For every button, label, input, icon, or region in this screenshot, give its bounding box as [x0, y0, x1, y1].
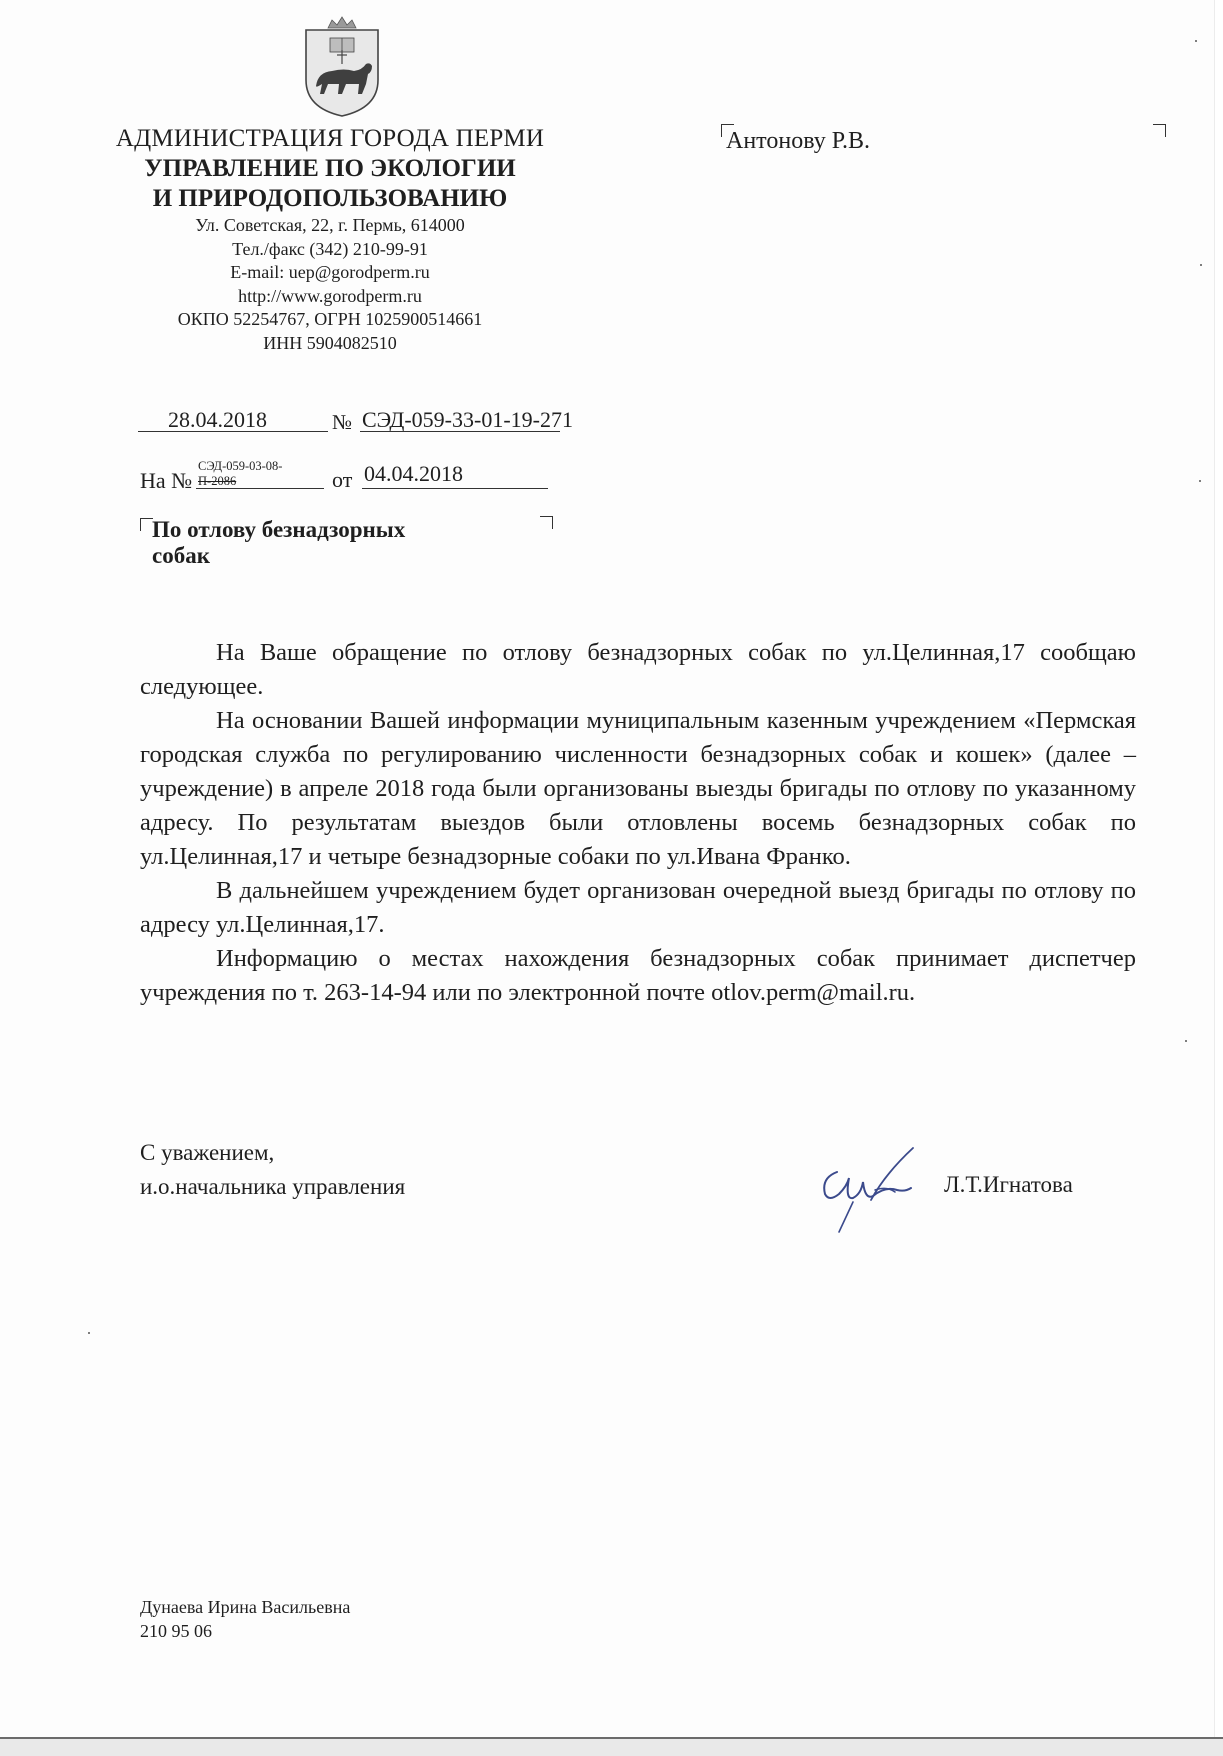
department-email: E-mail: uep@gorodperm.ru	[230, 262, 430, 282]
signer-position: и.о.начальника управления	[140, 1174, 406, 1199]
addressee: Антонову Р.В.	[726, 128, 871, 154]
reply-date-underline	[362, 488, 548, 489]
letterhead	[90, 124, 570, 355]
scan-speck	[1199, 480, 1201, 482]
scan-right-edge	[1214, 0, 1223, 1737]
letter-body	[140, 636, 1136, 1010]
department-name-line2: И ПРИРОДОПОЛЬЗОВАНИЮ	[152, 185, 508, 212]
letter-subject-line1: По отлову безнадзорных	[152, 517, 406, 542]
department-website: http://www.gorodperm.ru	[238, 285, 422, 306]
administration-name: АДМИНИСТРАЦИЯ ГОРОДА ПЕРМИ	[115, 125, 545, 152]
reply-prefix: На №	[140, 468, 193, 493]
department-inn: ИНН 5904082510	[263, 332, 397, 353]
body-paragraph: На основании Вашей информации муниципальным казенным учреждением «Пермская городская служба по регулированию численности безнадзорных собак и кошек» (далее – учреждение) в апреле 2018 года были организованы выезды бригады по отлову по указанному адресу. По результатам выездов были отловлены восемь безнадзорных собак по ул.Целинная,17 и четыре безнадзорные собаки по ул.Ивана Франко.	[140, 707, 1136, 870]
letter-subject	[152, 517, 405, 569]
reply-from-label: от	[332, 467, 353, 492]
outgoing-date: 28.04.2018	[168, 407, 267, 432]
executor-name: Дунаева Ирина Васильевна	[140, 1597, 351, 1617]
reply-reference-line1: СЭД-059-03-08-	[198, 459, 283, 473]
scan-speck	[1185, 1040, 1187, 1042]
handwritten-signature-icon	[815, 1142, 925, 1234]
reply-date: 04.04.2018	[364, 461, 463, 486]
executor-phone: 210 95 06	[140, 1621, 212, 1641]
perm-coat-of-arms-icon	[302, 14, 382, 118]
signer-name: Л.Т.Игнатова	[944, 1172, 1073, 1197]
scan-speck	[1200, 264, 1202, 266]
body-paragraph: В дальнейшем учреждением будет организован очередной выезд бригады по отлову по адресу ул.Целинная,17.	[140, 877, 1136, 938]
department-phone: Тел./факс (342) 210-99-91	[232, 238, 428, 259]
reply-reference-underline	[196, 488, 324, 489]
department-okpo-ogrn: ОКПО 52254767, ОГРН 1025900514661	[177, 309, 483, 329]
closing-block	[140, 1136, 405, 1204]
scan-speck	[1195, 40, 1197, 42]
scan-speck	[88, 1332, 90, 1334]
outgoing-date-underline	[138, 431, 328, 432]
closing-regards: С уважением,	[140, 1140, 275, 1165]
department-address: Ул. Советская, 22, г. Пермь, 614000	[195, 215, 465, 235]
subject-corner-right	[540, 516, 553, 529]
number-sign: №	[332, 410, 353, 434]
outgoing-number-underline	[360, 431, 560, 432]
letter-subject-line2: собак	[152, 543, 210, 568]
addressee-corner-right	[1153, 124, 1166, 137]
body-paragraph: На Ваше обращение по отлову безнадзорных собак по ул.Целинная,17 сообщаю следующее.	[140, 639, 1136, 700]
department-name-line1: УПРАВЛЕНИЕ ПО ЭКОЛОГИИ	[144, 155, 516, 182]
outgoing-number: СЭД-059-33-01-19-271	[362, 407, 573, 432]
executor-block	[140, 1595, 350, 1643]
scan-bottom-strip	[0, 1737, 1223, 1756]
reply-reference-line2: П-2086	[198, 474, 237, 488]
body-paragraph: Информацию о местах нахождения безнадзорных собак принимает диспетчер учреждения по т. 263-14-94 или по электронной почте otlov.perm@mail.ru.	[140, 945, 1136, 1006]
